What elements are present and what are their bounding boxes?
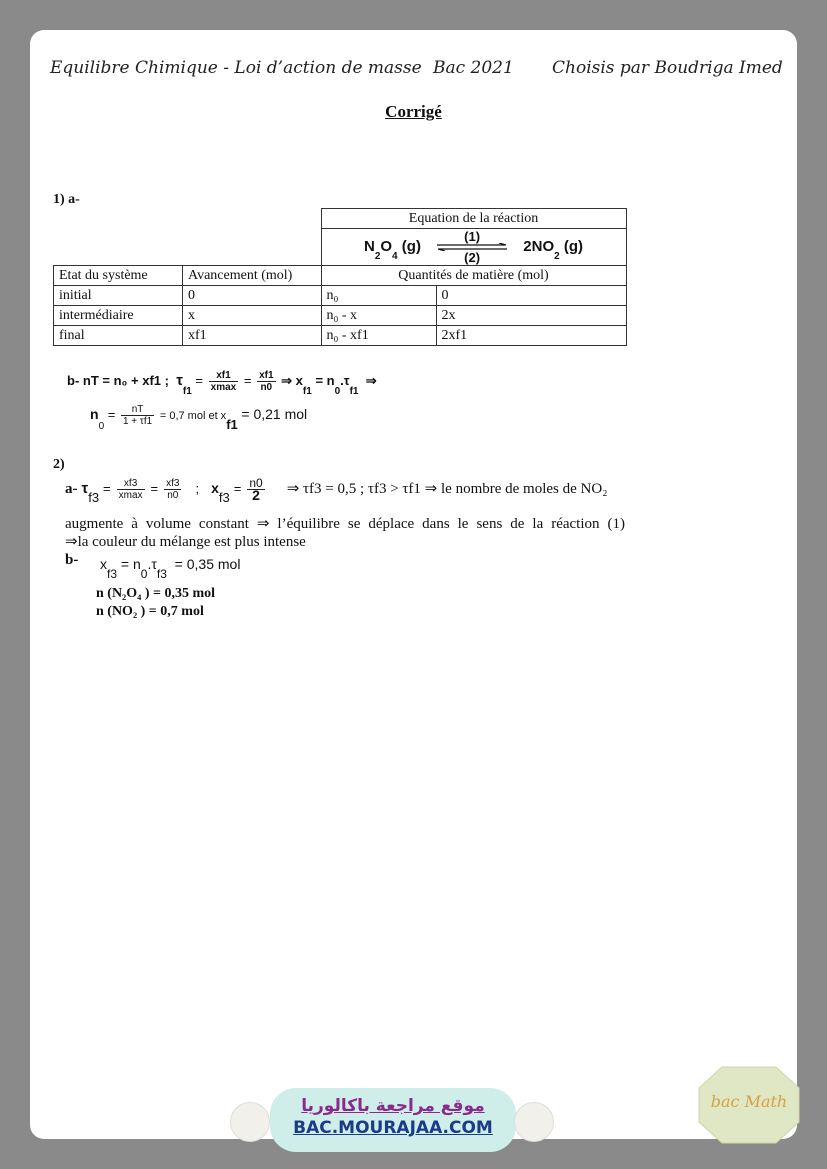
- frac-num: xf3: [117, 478, 145, 490]
- q2a-conclusion2: augmente à volume constant ⇒ l’équilibre se déplace dans le sens de la réaction (1): [65, 516, 625, 532]
- q1b-result1-sub: f1: [226, 416, 238, 432]
- frac-num: xf3: [166, 478, 180, 489]
- cell-advancement: x: [183, 306, 322, 326]
- reactant-sub1: 2: [374, 250, 381, 262]
- tau-symbol: τ: [81, 480, 89, 498]
- implies-symbol: ⇒: [281, 372, 293, 388]
- product: 2NO: [523, 237, 555, 255]
- eq-n: = n: [120, 556, 141, 572]
- x-sub: f3: [107, 567, 118, 581]
- table-row: [54, 286, 627, 306]
- tau-sub: f3: [156, 567, 167, 581]
- header-bac-year: Bac 2021: [433, 58, 514, 78]
- q1a-label: 1) a-: [53, 192, 80, 207]
- frac-den: n0: [167, 490, 179, 501]
- q2a-conclusion3: ⇒la couleur du mélange est plus intense: [65, 534, 306, 550]
- frac-num: xf1: [259, 370, 274, 381]
- backward-label: (2): [464, 250, 481, 265]
- col-header-quantities: Quantités de matière (mol): [321, 266, 626, 286]
- q2a-conclusion1: ⇒ τf3 = 0,5 ; τf3 > τf1 ⇒ le nombre de moles de NO₂: [286, 481, 608, 498]
- product-sub: 2: [554, 250, 560, 262]
- cell-n-n2o4: n₀ - x: [321, 306, 436, 326]
- fraction-xf3-n0: [164, 478, 181, 501]
- reactant-sub2: 4: [392, 250, 398, 262]
- frac-num: nT: [121, 404, 154, 416]
- cell-state: initial: [54, 286, 183, 306]
- cell-n-no2: 2x: [436, 306, 626, 326]
- footer-badge[interactable]: [270, 1088, 516, 1152]
- q2b-value: = 0,35 mol: [174, 556, 241, 572]
- frac-num: xf1: [209, 370, 239, 382]
- fraction-xf1-n0: [257, 370, 275, 393]
- q1b-label: b-: [67, 372, 80, 388]
- header-author: Choisis par Boudriga Imed: [552, 58, 783, 78]
- q1b-result2: = 0,21 mol: [241, 405, 308, 422]
- cell-n-n2o4: n₀: [321, 286, 436, 306]
- reactant-n: N: [363, 237, 375, 255]
- cell-state: intermédiaire: [54, 306, 183, 326]
- fraction-nt: [121, 404, 154, 427]
- q2-label: 2): [53, 457, 65, 472]
- fraction-xf1-xmax: [209, 370, 239, 393]
- tau-sub: f1: [182, 385, 192, 397]
- fraction-n0-2: [247, 478, 264, 501]
- table-row: [54, 326, 627, 346]
- tau2: .τ: [340, 372, 350, 388]
- separator: ;: [195, 481, 200, 497]
- q2b-line3: n (NO₂ ) = 0,7 mol: [96, 604, 204, 619]
- frac-den: 2: [252, 487, 260, 503]
- footer-site-link[interactable]: BAC.MOURAJAA.COM: [293, 1118, 493, 1138]
- cell-state: final: [54, 326, 183, 346]
- q2b-line1: [100, 556, 241, 581]
- fraction-xf3-xmax: [117, 478, 145, 501]
- n0-lhs-sub: 0: [98, 420, 105, 432]
- x-symbol: x: [100, 556, 107, 572]
- reactant-state: (g): [401, 237, 421, 255]
- corrige-heading: Corrigé: [385, 102, 442, 121]
- forward-label: (1): [464, 229, 481, 244]
- cell-advancement: xf1: [183, 326, 322, 346]
- reaction-equation: [321, 229, 626, 266]
- tau: .τ: [147, 556, 157, 572]
- q1b-line2: $n_0$ = $\frac{nT}{1 + \tau f1}$ = 0,7 mol et xf1 = 0,21 mol: [90, 404, 308, 432]
- q1b-nt-eq: nT = n₀ + xf1 ;: [82, 372, 169, 388]
- cell-n-no2: 0: [436, 286, 626, 306]
- cell-advancement: 0: [183, 286, 322, 306]
- q2b-label: b-: [65, 552, 79, 568]
- document-page: [30, 30, 797, 1139]
- tau-sub: f3: [88, 490, 100, 506]
- q2a-line1: a- $\tau_{f3}$ = $\frac{xf3}{xmax}$ = $\frac{xf3}{n0}$ ; $x_{f3}$ = $\frac{n0}{2}$ ⇒ τf3 = 0,5 ; τf3 > τf1 ⇒ le nombre de moles de NO₂: [65, 476, 608, 506]
- x-sub: f1: [302, 385, 312, 397]
- frac-den: 1 + τf1: [122, 416, 153, 427]
- col-header-advancement: Avancement (mol): [183, 266, 322, 286]
- col-header-state: Etat du système: [54, 266, 183, 286]
- frac-den: xmax: [210, 382, 237, 393]
- site-logo-left: [230, 1102, 270, 1142]
- cell-n-n2o4: n₀ - xf1: [321, 326, 436, 346]
- x-symbol: x: [211, 480, 219, 497]
- bacmath-logo-text: bac Math: [710, 1092, 788, 1111]
- reactant-o: O: [380, 237, 393, 255]
- equation-header: Equation de la réaction: [321, 209, 626, 229]
- frac-den: n0: [260, 382, 273, 393]
- advancement-table: [53, 208, 627, 346]
- eq-n: = n: [315, 372, 335, 388]
- x-symbol: x: [295, 372, 303, 388]
- header-title: Equilibre Chimique - Loi d’action de masse: [50, 58, 422, 78]
- frac-num: n0: [249, 476, 263, 490]
- q1b-result1: = 0,7 mol et x: [159, 409, 227, 422]
- x-sub: f3: [218, 490, 230, 506]
- n-sub: 0: [140, 567, 148, 581]
- frac-den: xmax: [118, 490, 143, 501]
- q2b-line2: n (N₂O₄ ) = 0,35 mol: [96, 586, 216, 601]
- tau2-sub: f1: [349, 385, 359, 397]
- product-state: (g): [563, 237, 584, 255]
- site-logo-right: [514, 1102, 554, 1142]
- table-row: [54, 306, 627, 326]
- cell-n-no2: 2xf1: [436, 326, 626, 346]
- n0-lhs: n: [90, 405, 99, 422]
- n-sub: 0: [334, 385, 341, 397]
- tau-symbol: τ: [176, 371, 183, 389]
- q1b-line1: b- nT = n₀ + xf1 ; $\tau_{f1}$ = $\frac{xf1}{xmax}$ = $\frac{xf1}{n0}$ ⇒ $x_{f1} = n_0.\tau_{f1}$ ⇒: [67, 370, 377, 397]
- equilibrium-arrows: [435, 230, 509, 264]
- q2a-label: a-: [65, 481, 78, 498]
- footer-arabic[interactable]: موقع مراجعة باكالوريا: [301, 1096, 485, 1116]
- implies-symbol-2: ⇒: [365, 372, 377, 388]
- document-header: [50, 58, 783, 86]
